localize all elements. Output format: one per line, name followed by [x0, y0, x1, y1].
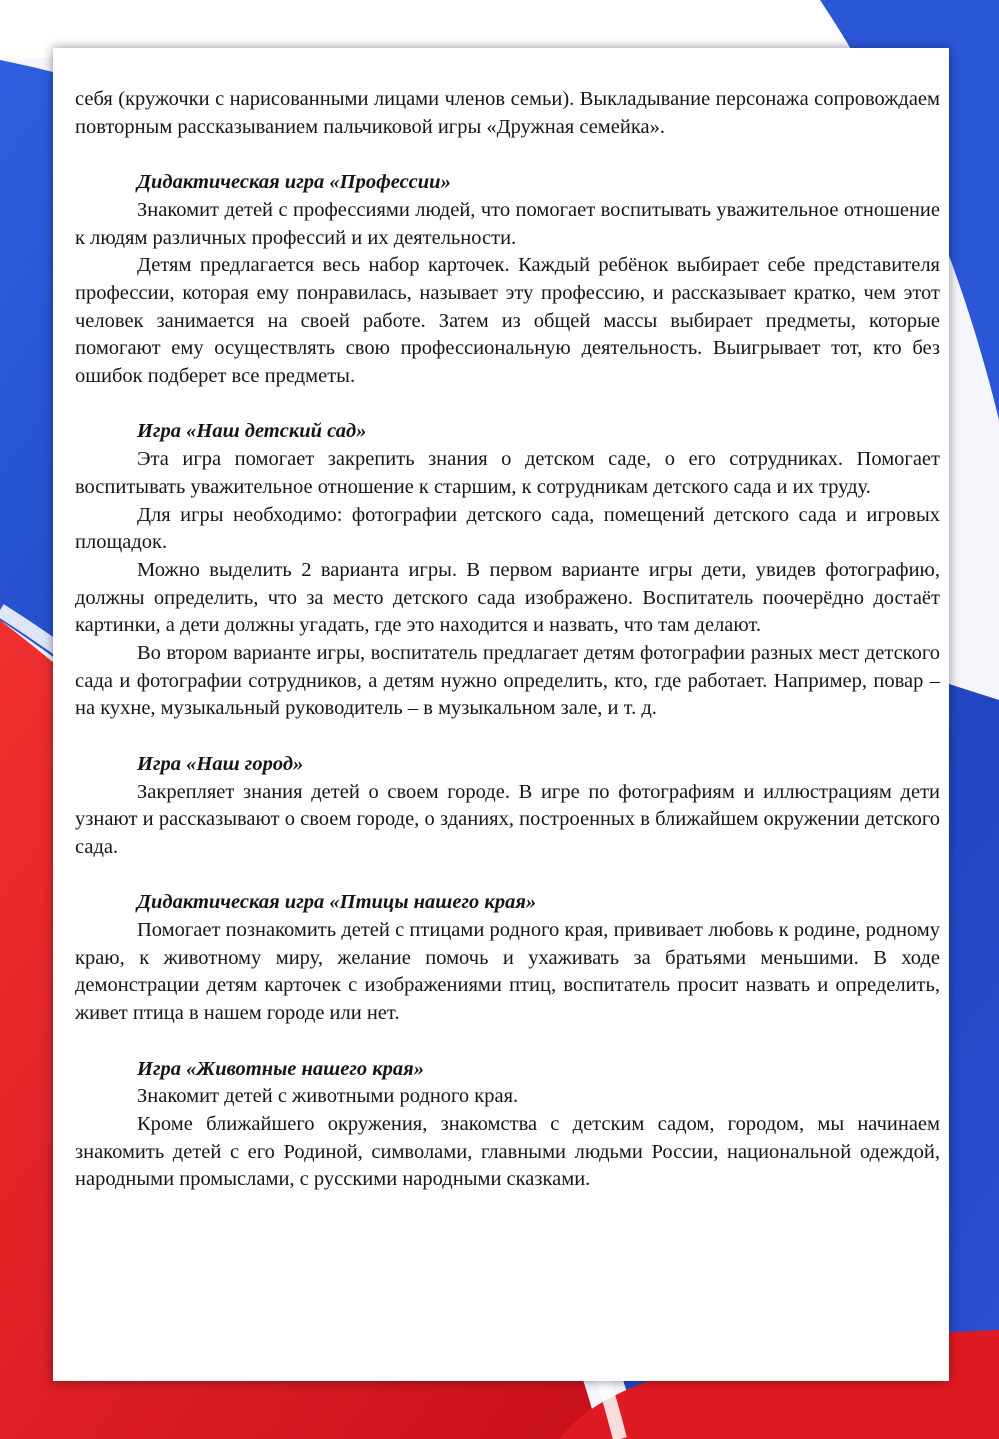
paragraph: Эта игра помогает закрепить знания о детском саде, о его сотрудниках. Помогает воспитывать уважительное отношение к старшим, к сотрудникам детского сада и их труду.: [75, 448, 940, 498]
paragraph: Детям предлагается весь набор карточек. Каждый ребёнок выбирает себе представителя профессии, которая ему понравилась, называет эту профессию, и рассказывает кратко, чем этот человек занимается на своей работе. Затем из общей массы выбирает предметы, которые помогают ему осуществлять свою профессиональную деятельность. Выигрывает тот, кто без ошибок подберет все предметы.: [75, 254, 940, 388]
paragraph: Для игры необходимо: фотографии детского сада, помещений детского сада и игровых площадок.: [75, 503, 940, 554]
section-title-birds: Дидактическая игра «Птицы нашего края»: [137, 891, 537, 914]
intro-paragraph: себя (кружочки с нарисованными лицами членов семьи). Выкладывание персонажа сопровождаем повторным рассказыванием пальчиковой игры «Дружная семейка».: [75, 88, 940, 138]
section-title-our-city: Игра «Наш город»: [137, 752, 304, 775]
document-sheet: [53, 48, 949, 1381]
paragraph: Помогает познакомить детей с птицами родного края, прививает любовь к родине, родному краю, к животному миру, желание помочь и ухаживать за братьями меньшими. В ходе демонстрации детям карточек с изображениями птиц, воспитатель просит назвать и определить, живет птица в нашем городе или нет.: [75, 919, 940, 1025]
paragraph: Можно выделить 2 варианта игры. В первом варианте игры дети, увидев фотографию, должны определить, что за место детского сада изображено. Воспитатель поочерёдно достаёт картинки, а дети должны угадать, где это находится и назвать, что там делают.: [75, 558, 940, 637]
paragraph: Знакомит детей с животными родного края.: [137, 1085, 519, 1108]
section-title-animals: Игра «Животные нашего края»: [137, 1057, 424, 1080]
section-title-professions: Дидактическая игра «Профессии»: [137, 171, 451, 194]
document-text: [75, 86, 940, 1194]
paragraph: Во втором варианте игры, воспитатель предлагает детям фотографии разных мест детского сада и фотографии сотрудников, а детям нужно определить, кто, где работает. Например, повар – на кухне, музыкальный руководитель – в музыкальном зале, и т. д.: [75, 642, 940, 720]
paragraph: Кроме ближайшего окружения, знакомства с детским садом, городом, мы начинаем знакомить детей с его Родиной, символами, главными людьми России, национальной одеждой, народными промыслами, с русскими народными сказками.: [75, 1112, 940, 1191]
paragraph: Знакомит детей с профессиями людей, что помогает воспитывать уважительное отношение к людям различных профессий и их деятельности.: [75, 198, 940, 249]
paragraph: Закрепляет знания детей о своем городе. В игре по фотографиям и иллюстрациям дети узнают и рассказывают о своем городе, о зданиях, построенных в ближайшем окружении детского сада.: [75, 780, 940, 858]
section-title-kindergarten: Игра «Наш детский сад»: [137, 420, 367, 443]
